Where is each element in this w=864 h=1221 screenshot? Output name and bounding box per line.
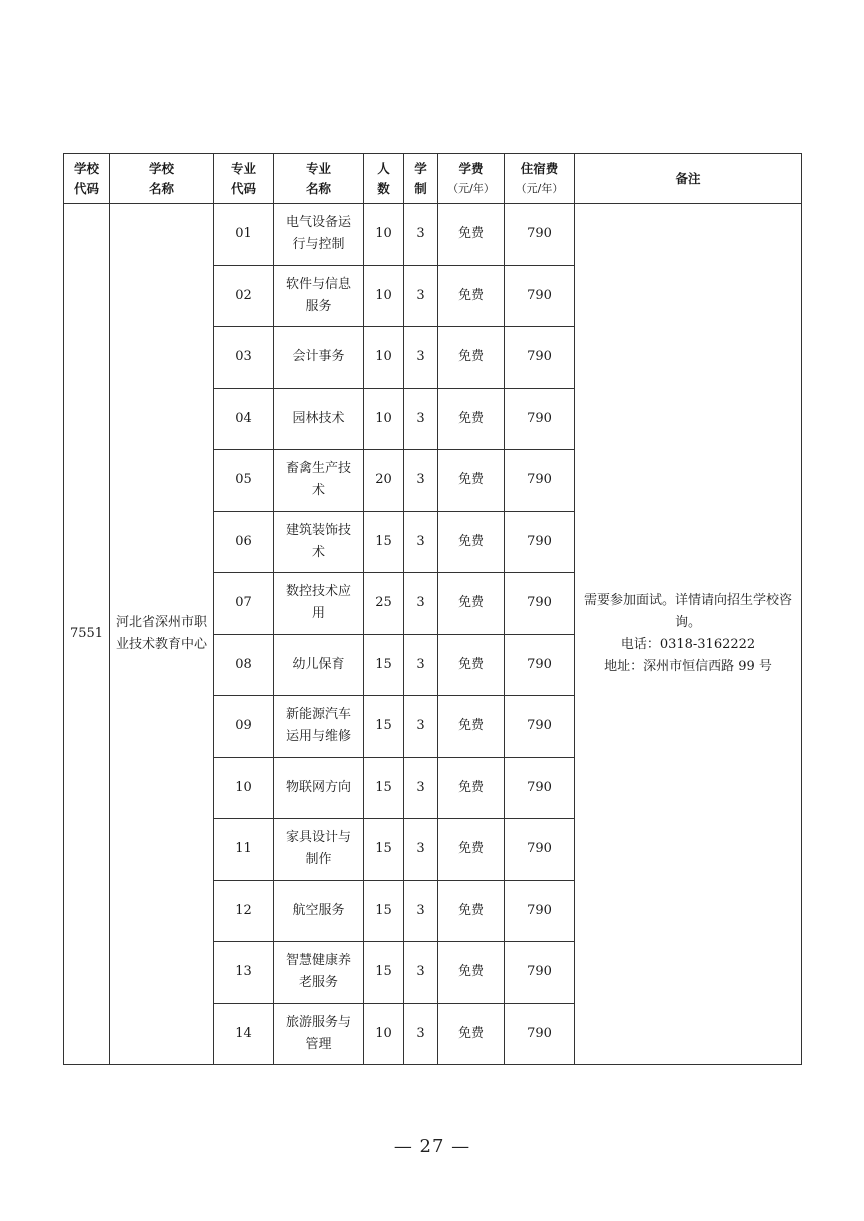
major-code-cell: 04 [214, 388, 274, 450]
header-major-code: 专业 代码 [214, 154, 274, 204]
major-name-cell: 幼儿保育 [274, 634, 364, 696]
major-code-cell: 09 [214, 696, 274, 758]
quota-cell: 15 [364, 757, 404, 819]
duration-cell: 3 [404, 634, 438, 696]
duration-cell: 3 [404, 450, 438, 512]
major-name-cell: 物联网方向 [274, 757, 364, 819]
lodging-cell: 790 [505, 819, 575, 881]
major-code-cell: 08 [214, 634, 274, 696]
tuition-cell: 免费 [438, 327, 505, 389]
major-name-cell: 会计事务 [274, 327, 364, 389]
quota-cell: 15 [364, 634, 404, 696]
remarks-phone: 电话：0318-3162222 [620, 637, 756, 652]
duration-cell: 3 [404, 265, 438, 327]
tuition-cell: 免费 [438, 265, 505, 327]
duration-cell: 3 [404, 696, 438, 758]
tuition-cell: 免费 [438, 819, 505, 881]
major-name-cell: 电气设备运行与控制 [274, 204, 364, 266]
major-code-cell: 14 [214, 1003, 274, 1065]
major-name-cell: 旅游服务与管理 [274, 1003, 364, 1065]
major-code-cell: 01 [214, 204, 274, 266]
duration-cell: 3 [404, 511, 438, 573]
quota-cell: 10 [364, 1003, 404, 1065]
tuition-cell: 免费 [438, 696, 505, 758]
school-code-cell: 7551 [64, 204, 110, 1065]
duration-cell: 3 [404, 819, 438, 881]
lodging-cell: 790 [505, 634, 575, 696]
lodging-cell: 790 [505, 1003, 575, 1065]
major-name-cell: 智慧健康养老服务 [274, 942, 364, 1004]
major-name-cell: 软件与信息服务 [274, 265, 364, 327]
tuition-cell: 免费 [438, 450, 505, 512]
table-row [64, 204, 802, 266]
lodging-cell: 790 [505, 942, 575, 1004]
quota-cell: 15 [364, 696, 404, 758]
quota-cell: 10 [364, 204, 404, 266]
header-duration: 学 制 [404, 154, 438, 204]
major-code-cell: 07 [214, 573, 274, 635]
tuition-cell: 免费 [438, 880, 505, 942]
quota-cell: 15 [364, 942, 404, 1004]
major-code-cell: 11 [214, 819, 274, 881]
lodging-cell: 790 [505, 696, 575, 758]
duration-cell: 3 [404, 880, 438, 942]
major-name-cell: 数控技术应用 [274, 573, 364, 635]
lodging-cell: 790 [505, 265, 575, 327]
lodging-cell: 790 [505, 880, 575, 942]
header-row [64, 154, 802, 204]
major-name-cell: 新能源汽车运用与维修 [274, 696, 364, 758]
header-major-name: 专业 名称 [274, 154, 364, 204]
tuition-cell: 免费 [438, 942, 505, 1004]
quota-cell: 10 [364, 327, 404, 389]
remarks-cell [575, 204, 802, 1065]
major-name-cell: 园林技术 [274, 388, 364, 450]
lodging-cell: 790 [505, 388, 575, 450]
lodging-cell: 790 [505, 204, 575, 266]
major-code-cell: 02 [214, 265, 274, 327]
header-lodging: 住宿费 （元/年） [505, 154, 575, 204]
quota-cell: 15 [364, 819, 404, 881]
quota-cell: 15 [364, 511, 404, 573]
page-number: — 27 — [393, 1136, 471, 1157]
quota-cell: 25 [364, 573, 404, 635]
duration-cell: 3 [404, 1003, 438, 1065]
tuition-cell: 免费 [438, 1003, 505, 1065]
major-code-cell: 05 [214, 450, 274, 512]
duration-cell: 3 [404, 573, 438, 635]
quota-cell: 10 [364, 388, 404, 450]
duration-cell: 3 [404, 204, 438, 266]
major-name-cell: 建筑装饰技术 [274, 511, 364, 573]
quota-cell: 10 [364, 265, 404, 327]
duration-cell: 3 [404, 757, 438, 819]
tuition-cell: 免费 [438, 757, 505, 819]
header-quota: 人 数 [364, 154, 404, 204]
lodging-cell: 790 [505, 450, 575, 512]
lodging-cell: 790 [505, 327, 575, 389]
quota-cell: 20 [364, 450, 404, 512]
major-code-cell: 10 [214, 757, 274, 819]
major-code-cell: 03 [214, 327, 274, 389]
remarks-line: 需要参加面试。详情请向招生学校咨询。 [583, 593, 792, 630]
tuition-cell: 免费 [438, 573, 505, 635]
major-code-cell: 13 [214, 942, 274, 1004]
quota-cell: 15 [364, 880, 404, 942]
major-name-cell: 畜禽生产技术 [274, 450, 364, 512]
major-code-cell: 12 [214, 880, 274, 942]
major-name-cell: 航空服务 [274, 880, 364, 942]
header-school-name: 学校 名称 [110, 154, 214, 204]
header-remarks: 备注 [575, 154, 802, 204]
tuition-cell: 免费 [438, 388, 505, 450]
duration-cell: 3 [404, 327, 438, 389]
lodging-cell: 790 [505, 573, 575, 635]
tuition-cell: 免费 [438, 204, 505, 266]
lodging-cell: 790 [505, 511, 575, 573]
lodging-cell: 790 [505, 757, 575, 819]
school-name-cell: 河北省深州市职业技术教育中心 [110, 204, 214, 1065]
duration-cell: 3 [404, 388, 438, 450]
duration-cell: 3 [404, 942, 438, 1004]
tuition-cell: 免费 [438, 634, 505, 696]
header-tuition: 学费 （元/年） [438, 154, 505, 204]
header-school-code: 学校 代码 [64, 154, 110, 204]
major-name-cell: 家具设计与制作 [274, 819, 364, 881]
tuition-cell: 免费 [438, 511, 505, 573]
remarks-address: 地址：深州市恒信西路 99 号 [604, 659, 772, 674]
enrollment-table [63, 153, 802, 1065]
major-code-cell: 06 [214, 511, 274, 573]
